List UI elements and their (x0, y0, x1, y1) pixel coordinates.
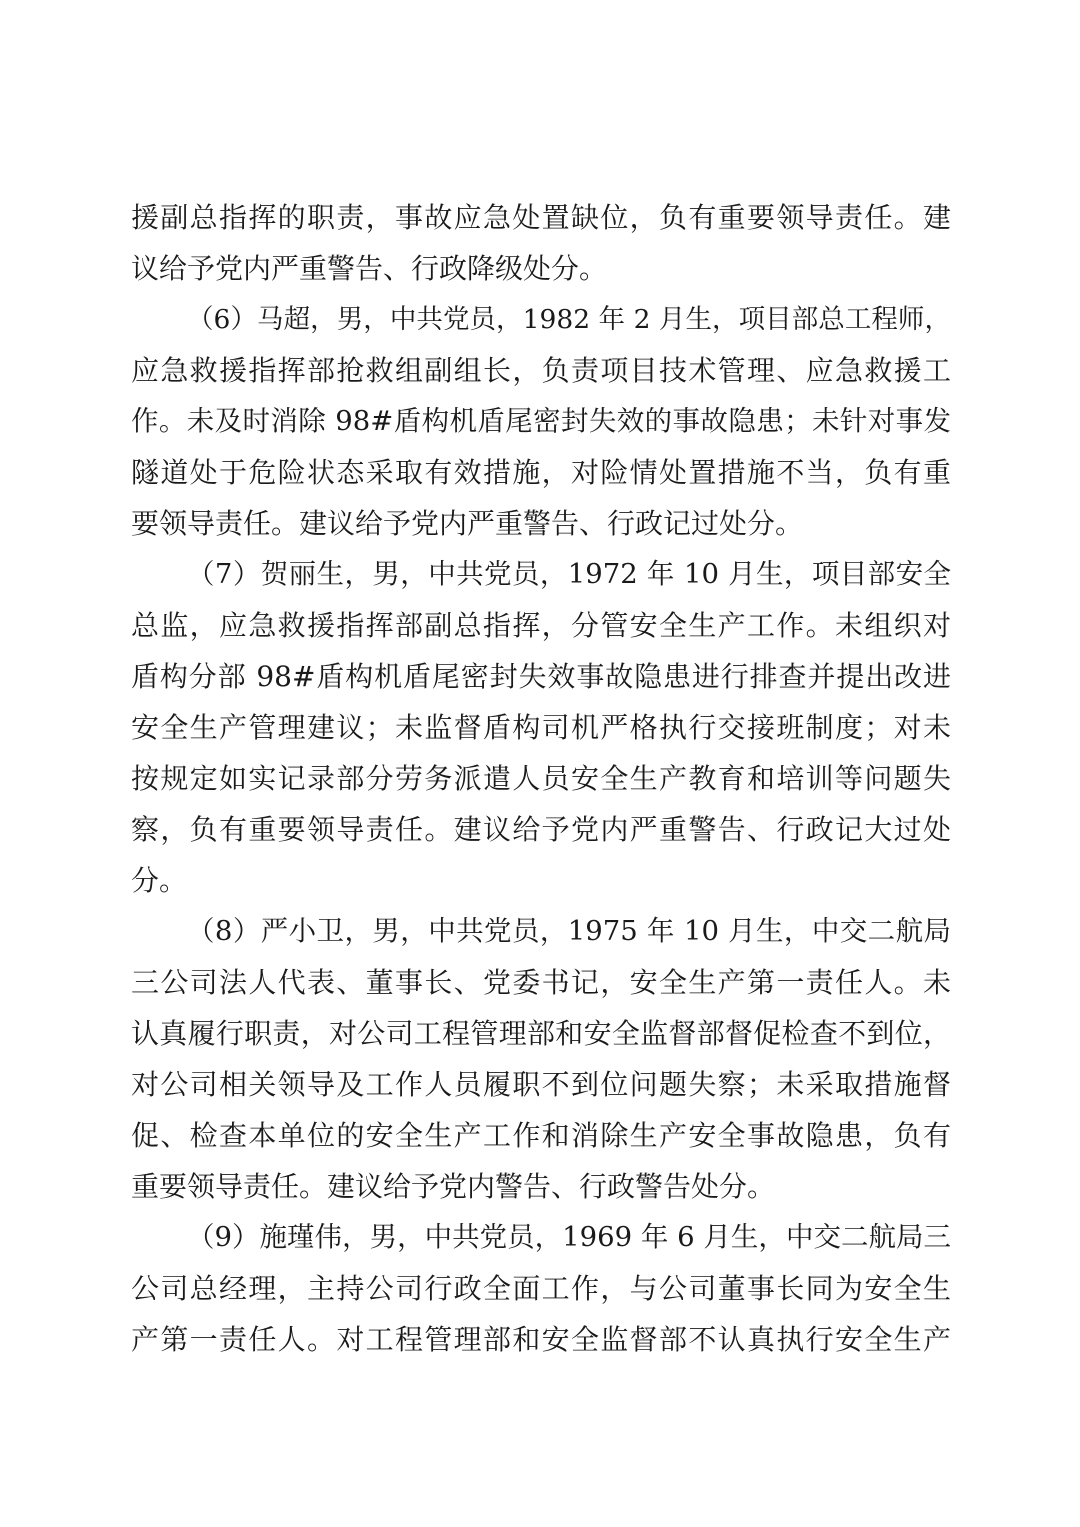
text-line: 分。 (131, 864, 188, 897)
text-line: （6）马超，男，中共党员，1982 年 2 月生，项目部总工程师， (187, 304, 951, 335)
text-line: 公司总经理，主持公司行政全面工作，与公司董事长同为安全生 (131, 1272, 951, 1305)
text-line: 作。未及时消除 98#盾构机盾尾密封失效的事故隐患；未针对事发 (131, 405, 951, 437)
text-line: （9）施瑾伟，男，中共党员，1969 年 6 月生，中交二航局三 (187, 1221, 951, 1253)
text-line: 议给予党内严重警告、行政降级处分。 (131, 252, 608, 285)
text-line: 三公司法人代表、董事长、党委书记，安全生产第一责任人。未 (131, 966, 951, 999)
text-line: 安全生产管理建议；未监督盾构司机严格执行交接班制度；对未 (131, 711, 951, 744)
text-line: 总监，应急救援指挥部副总指挥，分管安全生产工作。未组织对 (131, 609, 951, 642)
text-line: 察，负有重要领导责任。建议给予党内严重警告、行政记大过处 (131, 813, 951, 846)
text-line: （7）贺丽生，男，中共党员，1972 年 10 月生，项目部安全 (187, 558, 951, 590)
document-body (131, 192, 951, 1365)
text-line: 认真履行职责，对公司工程管理部和安全监督部督促检查不到位， (131, 1017, 951, 1050)
text-line: （8）严小卫，男，中共党员，1975 年 10 月生，中交二航局 (187, 915, 951, 947)
text-line: 隧道处于危险状态采取有效措施，对险情处置措施不当，负有重 (131, 456, 951, 489)
text-line: 盾构分部 98#盾构机盾尾密封失效事故隐患进行排查并提出改进 (131, 660, 951, 693)
text-line: 对公司相关领导及工作人员履职不到位问题失察；未采取措施督 (131, 1068, 951, 1101)
text-line: 促、检查本单位的安全生产工作和消除生产安全事故隐患，负有 (131, 1119, 951, 1152)
text-line: 重要领导责任。建议给予党内警告、行政警告处分。 (131, 1170, 776, 1203)
text-line: 产第一责任人。对工程管理部和安全监督部不认真执行安全生产 (131, 1323, 951, 1356)
text-line: 按规定如实记录部分劳务派遣人员安全生产教育和培训等问题失 (131, 762, 951, 795)
text-line: 应急救援指挥部抢救组副组长，负责项目技术管理、应急救援工 (131, 354, 951, 387)
text-line: 援副总指挥的职责，事故应急处置缺位，负有重要领导责任。建 (131, 201, 951, 234)
text-line: 要领导责任。建议给予党内严重警告、行政记过处分。 (131, 507, 804, 540)
